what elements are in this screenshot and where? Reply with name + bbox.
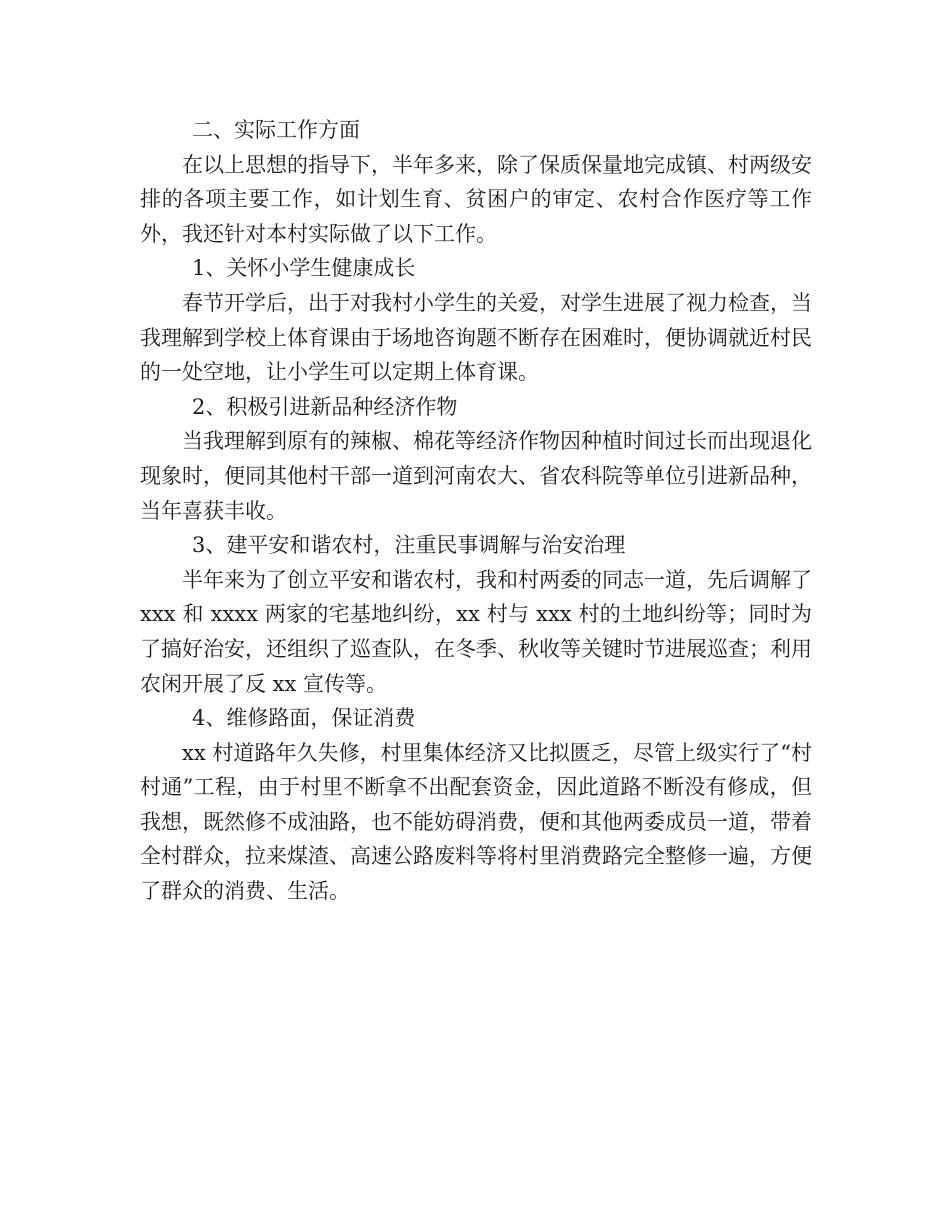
item-4-body: xx 村道路年久失修，村里集体经济又比拟匮乏，尽管上级实行了“村村通”工程，由于村里不断拿不出配套资金，因此道路不断没有修成，但我想，既然修不成油路，也不能妨碍消费，便和其他两委成员一道，带着全村群众，拉来煤渣、高速公路废料等将村里消费路完全整修一遍，方便了群众的消费、生活。 (140, 740, 812, 904)
section-heading: 二、实际工作方面 (192, 118, 360, 142)
item-1-heading: 1、关怀小学生健康成长 (192, 256, 416, 281)
item-2-body: 当我理解到原有的辣椒、棉花等经济作物因种植时间过长而出现退化现象时，便同其他村干部一道到河南农大、省农科院等单位引进新品种，当年喜获丰收。 (140, 429, 812, 523)
item-3-body: 半年来为了创立平安和谐农村，我和村两委的同志一道，先后调解了 xxx 和 xxxx 两家的宅基地纠纷，xx 村与 xxx 村的土地纠纷等；同时为了搞好治安，还组织了巡查队，在冬季、秋收等关键时节进展巡查；利用农闲开展了反 xx 宣传等。 (140, 567, 812, 696)
item-3-heading: 3、建平安和谐农村，注重民事调解与治安治理 (192, 533, 626, 558)
intro-paragraph: 在以上思想的指导下，半年多来，除了保质保量地完成镇、村两级安排的各项主要工作，如计划生育、贫困户的审定、农村合作医疗等工作外，我还针对本村实际做了以下工作。 (140, 152, 812, 246)
item-4-heading: 4、维修路面，保证消费 (192, 706, 416, 731)
item-2-heading: 2、积极引进新品种经济作物 (192, 394, 458, 419)
document-body (140, 113, 812, 909)
item-1-body: 春节开学后，出于对我村小学生的关爱，对学生进展了视力检查，当我理解到学校上体育课由于场地咨询题不断存在困难时，便协调就近村民的一处空地，让小学生可以定期上体育课。 (140, 290, 812, 385)
